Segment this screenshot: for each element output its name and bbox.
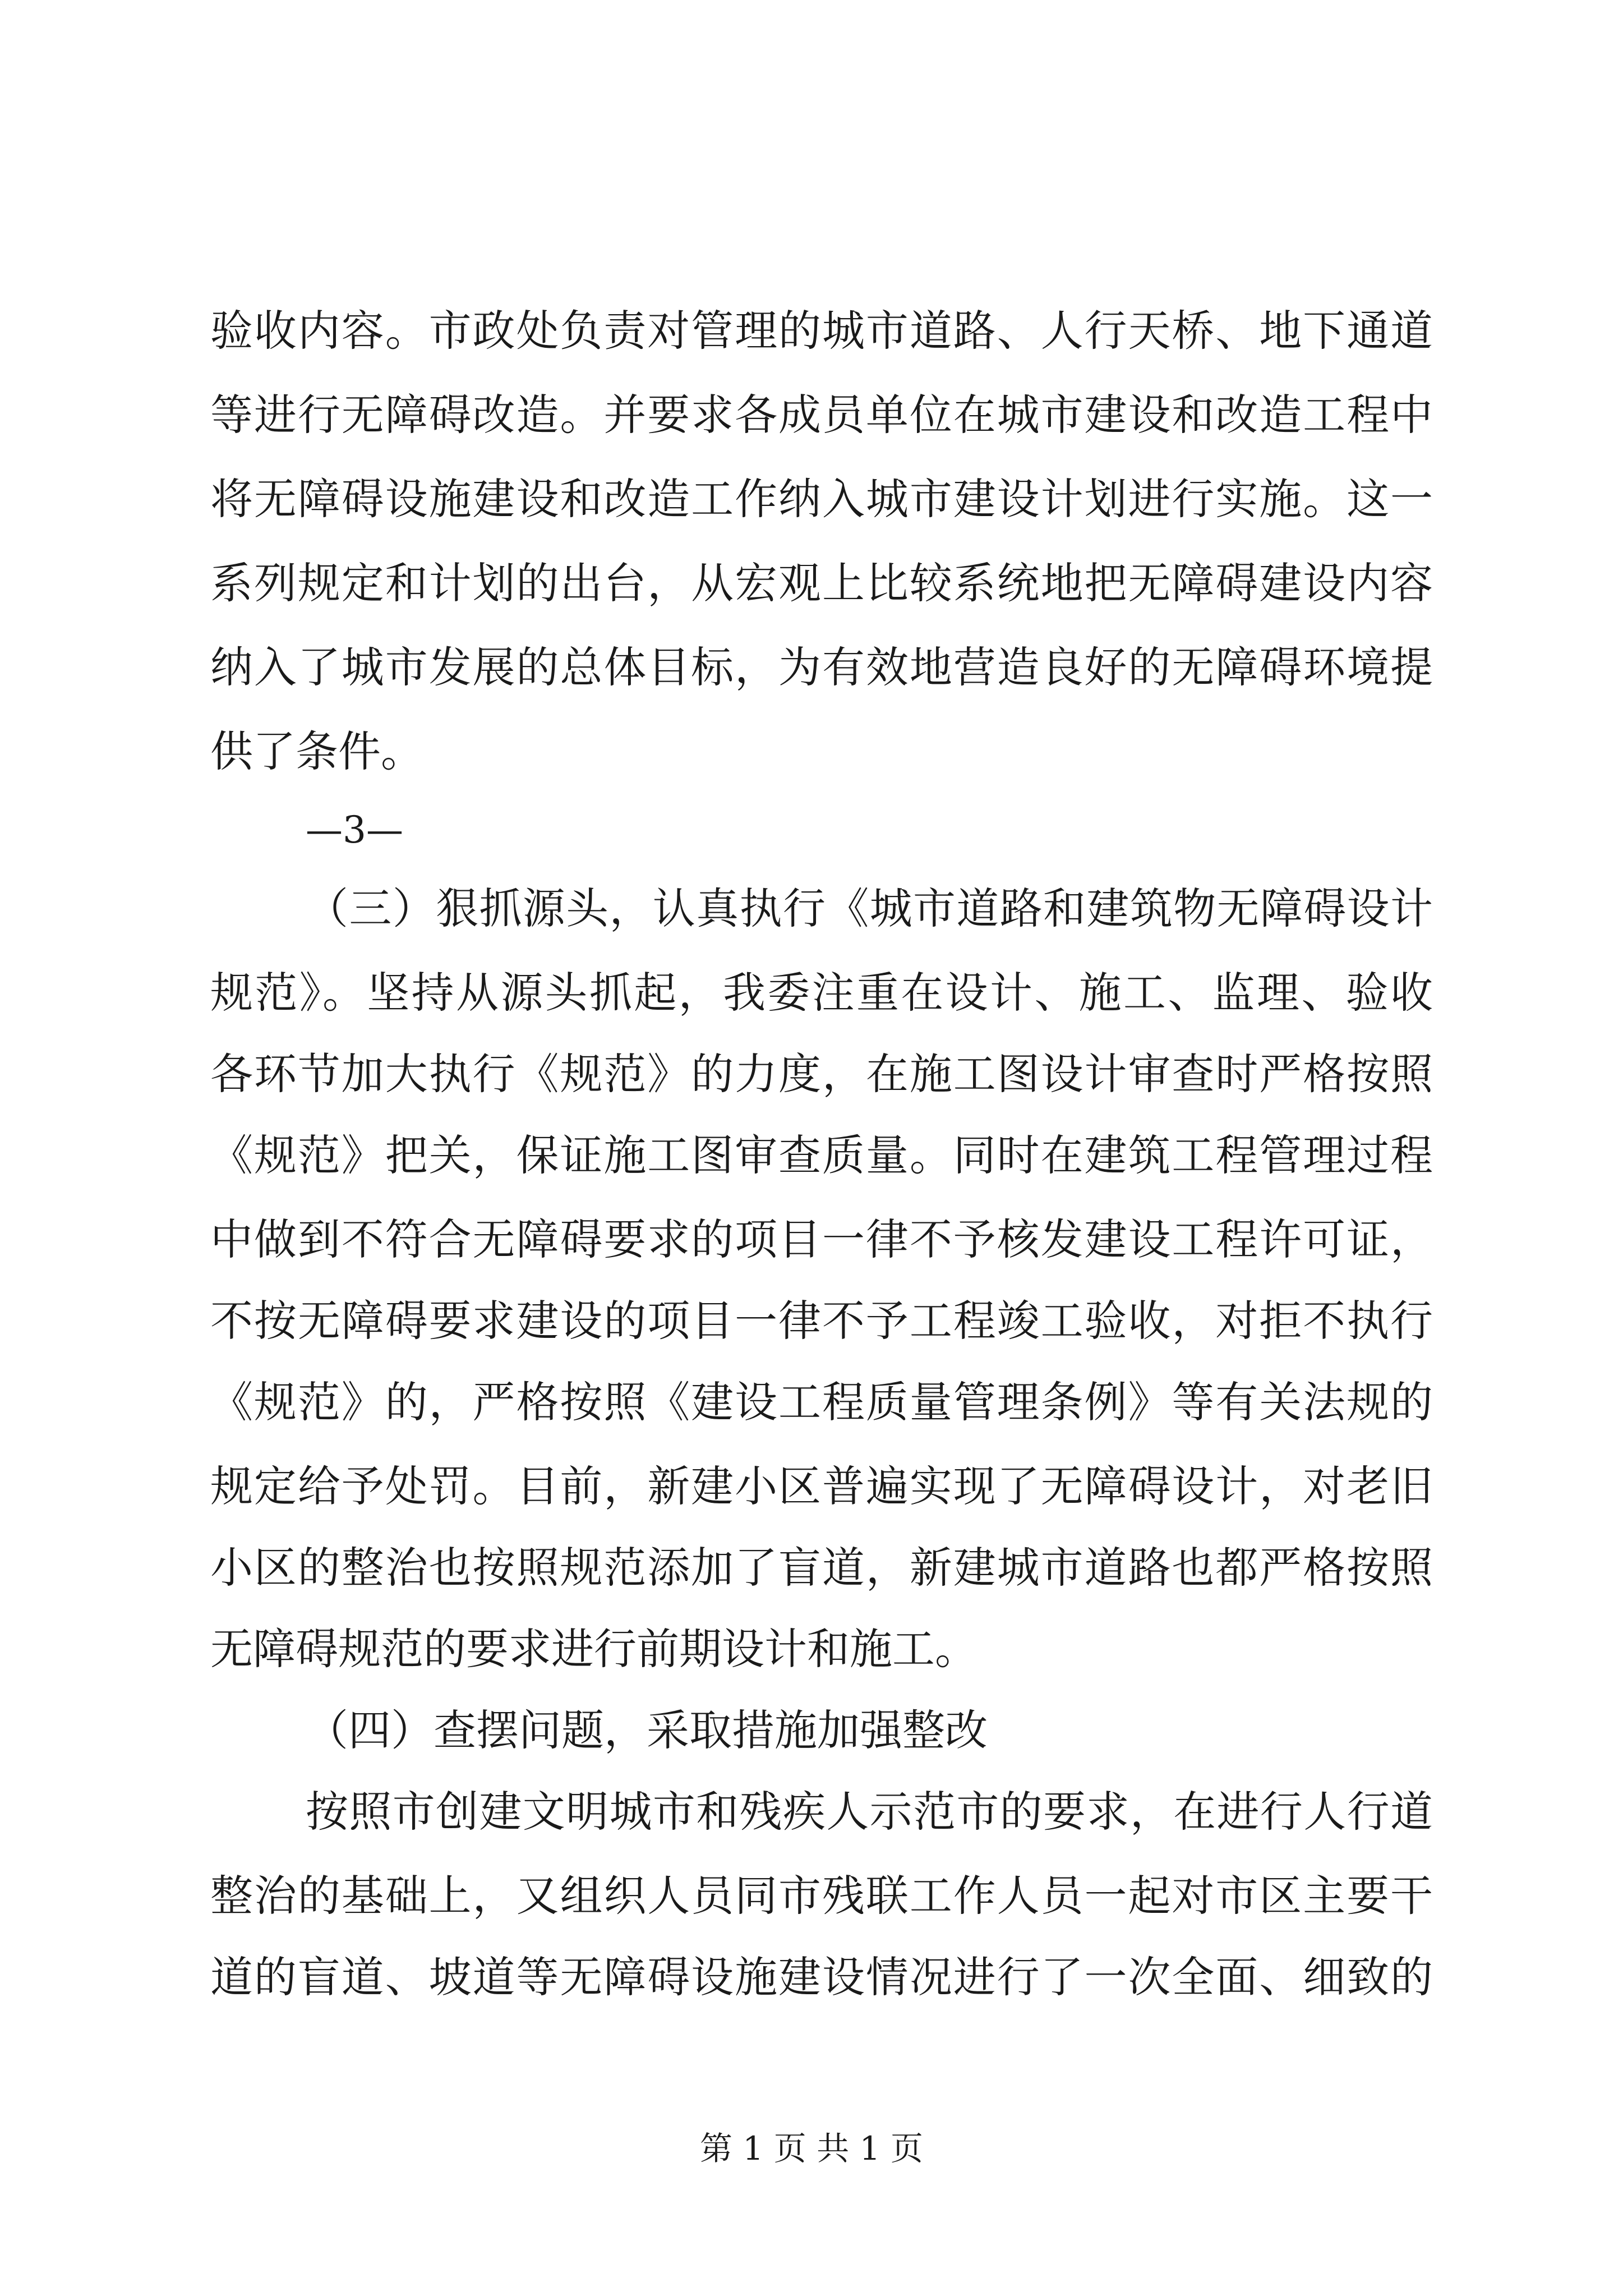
inline-page-marker: —3— <box>306 808 403 852</box>
body-text-line: 道的盲道、坡道等无障碍设施建设情况进行了一次全面、细致的 <box>210 1952 1433 2002</box>
body-text-line: 等进行无障碍改造。并要求各成员单位在城市建设和改造工程中 <box>210 390 1433 440</box>
body-text-line: 将无障碍设施建设和改造工作纳入城市建设计划进行实施。这一 <box>210 474 1433 524</box>
body-text-line: 《规范》把关，保证施工图审查质量。同时在建筑工程管理过程 <box>210 1130 1433 1180</box>
body-text-line: 整治的基础上，又组织人员同市残联工作人员一起对市区主要干 <box>210 1871 1433 1921</box>
body-text-line: （三）狠抓源头，认真执行《城市道路和建筑物无障碍设计 <box>306 884 1433 933</box>
body-text-line: 小区的整治也按照规范添加了盲道，新建城市道路也都严格按照 <box>210 1543 1433 1593</box>
body-text-line: 系列规定和计划的出台，从宏观上比较系统地把无障碍建设内容 <box>210 558 1433 608</box>
body-text-line: 验收内容。市政处负责对管理的城市道路、人行天桥、地下通道 <box>210 306 1433 356</box>
body-text-line: 纳入了城市发展的总体目标，为有效地营造良好的无障碍环境提 <box>210 642 1433 692</box>
body-text-line: 规定给予处罚。目前，新建小区普遍实现了无障碍设计，对老旧 <box>210 1461 1433 1511</box>
body-text-line: 不按无障碍要求建设的项目一律不予工程竣工验收，对拒不执行 <box>210 1296 1433 1346</box>
body-text-line: 按照市创建文明城市和残疾人示范市的要求，在进行人行道 <box>306 1787 1433 1837</box>
body-text-line: 各环节加大执行《规范》的力度，在施工图设计审查时严格按照 <box>210 1049 1433 1099</box>
body-text-line: 规范》。坚持从源头抓起，我委注重在设计、施工、监理、验收 <box>210 968 1433 1018</box>
body-text-line: 中做到不符合无障碍要求的项目一律不予核发建设工程许可证， <box>210 1214 1433 1264</box>
page-footer: 第 1 页 共 1 页 <box>700 2129 923 2168</box>
section-heading: （四）查摆问题，采取措施加强整改 <box>306 1705 988 1755</box>
body-text-line: 供了条件。 <box>210 726 423 776</box>
body-text-line: 无障碍规范的要求进行前期设计和施工。 <box>210 1624 978 1674</box>
body-text-line: 《规范》的，严格按照《建设工程质量管理条例》等有关法规的 <box>210 1377 1433 1427</box>
